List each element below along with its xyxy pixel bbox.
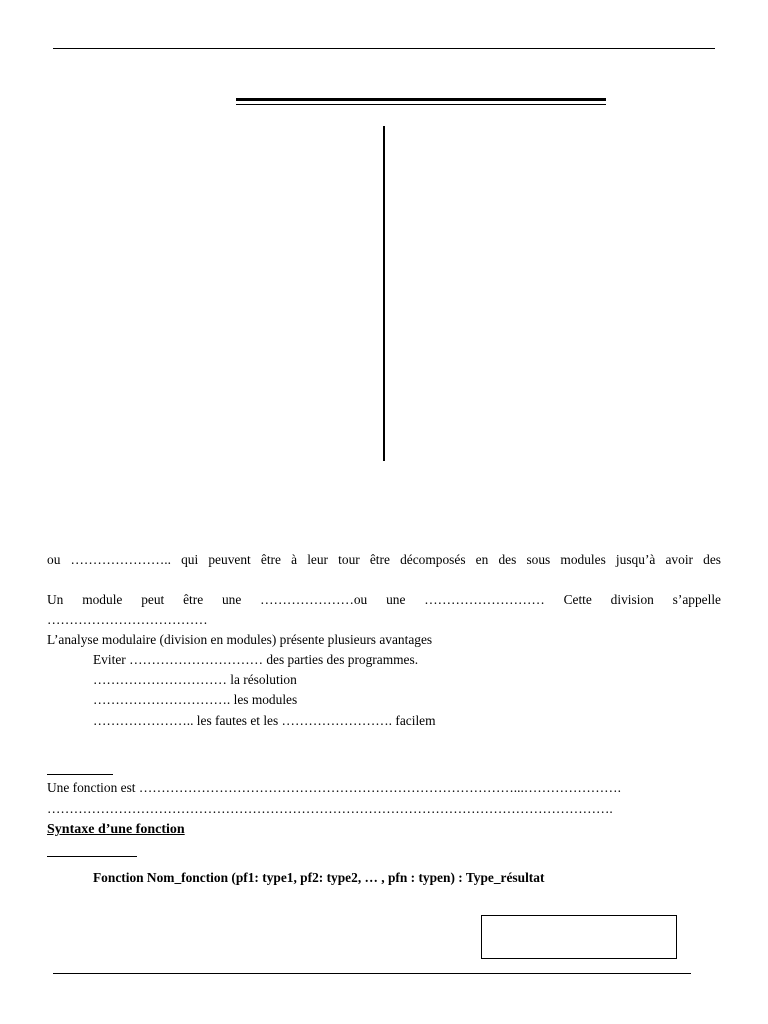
empty-box — [481, 915, 677, 959]
vertical-divider — [383, 126, 385, 461]
text-line-ou: ou ………………….. qui peuvent être à leur tour être décomposés en des sous modules jusqu’à avoir des — [47, 552, 721, 567]
text-line-dots-2: ………………………………………………………………………………………………………………. — [47, 801, 613, 816]
syntax-line: Fonction Nom_fonction (pf1: type1, pf2: type2, … , pfn : typen) : Type_résultat — [93, 870, 545, 885]
advantage-item-4: ………………….. les fautes et les ……………………. facilem — [93, 713, 436, 728]
text-line-fonction: Une fonction est …………………………………………………………………………...…………………. — [47, 780, 621, 795]
title-bar — [236, 98, 606, 101]
text-line-module: Un module peut être une …………………ou une ……………………… Cette division s’appelle — [47, 592, 721, 607]
footer-rule — [53, 973, 691, 974]
header-rule — [53, 48, 715, 49]
section-underline-1 — [47, 774, 113, 775]
text-line-dots-1: ……………………………… — [47, 612, 208, 627]
section-underline-2 — [47, 856, 137, 857]
heading-syntax: Syntaxe d’une fonction — [47, 822, 185, 837]
text-line-analyse: L’analyse modulaire (division en modules) présente plusieurs avantages — [47, 632, 433, 647]
title-bar-underline — [236, 104, 606, 105]
advantage-item-3: …………………………. les modules — [93, 692, 298, 707]
advantage-item-2: ………………………… la résolution — [93, 672, 297, 687]
advantage-item-1: Eviter ………………………… des parties des programmes. — [93, 652, 419, 667]
